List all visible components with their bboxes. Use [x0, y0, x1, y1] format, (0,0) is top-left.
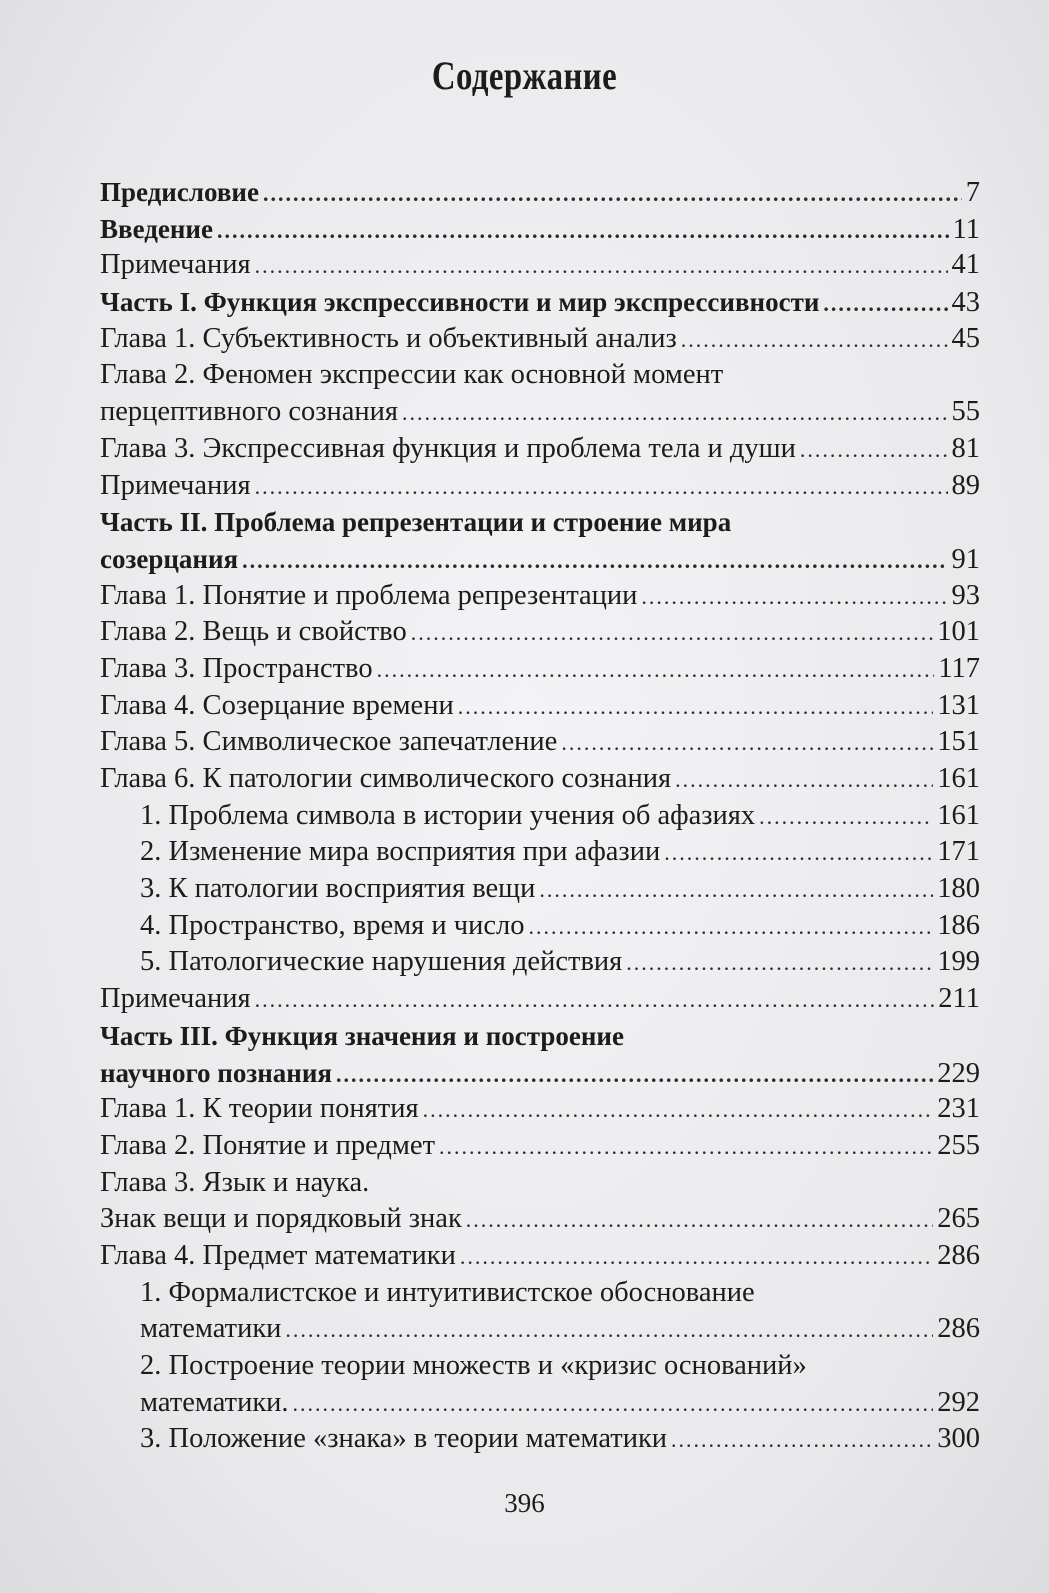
toc-entry-label: Знак вещи и порядковый знак [100, 1203, 462, 1235]
toc-entry [100, 1421, 980, 1458]
toc-entry-page: 93 [951, 579, 980, 611]
toc-entry-page: 81 [951, 432, 980, 464]
toc-entry-label: созерцания [100, 543, 239, 574]
dot-leader [336, 1057, 933, 1094]
toc-entry-label: 4. Пространство, время и число [140, 909, 525, 941]
toc-entry-label: Предисловие [100, 177, 259, 207]
toc-entry-label: математики [140, 1313, 282, 1345]
toc-entry [100, 651, 980, 688]
toc-entry [100, 431, 980, 468]
toc-entry-label: Примечания [100, 249, 251, 281]
toc-entry-label: 5. Патологические нарушения действия [140, 946, 623, 978]
dot-leader [664, 835, 933, 872]
dot-leader [402, 395, 948, 432]
toc-entry [100, 944, 980, 981]
toc-entry [100, 357, 980, 394]
page-number: 396 [504, 1488, 545, 1518]
toc-entry-page: 11 [952, 213, 980, 245]
toc-entry-label: Глава 2. Понятие и предмет [100, 1129, 436, 1161]
table-of-contents [100, 174, 980, 1458]
toc-entry-label: Глава 6. К патологии символического сознания [100, 763, 672, 794]
toc-entry [100, 724, 980, 761]
toc-entry-label: Глава 1. Понятие и проблема репрезентации [100, 579, 638, 611]
dot-leader [217, 213, 949, 250]
toc-entry-label: Глава 4. Созерцание времени [100, 689, 454, 721]
dot-leader [263, 176, 962, 213]
toc-entry-label: Глава 2. Вещь и свойство [100, 616, 407, 648]
toc-entry [100, 394, 980, 431]
toc-entry-label: 2. Изменение мира восприятия при афазии [140, 836, 661, 868]
toc-entry [100, 1238, 980, 1275]
toc-entry-label: Глава 3. Пространство [100, 652, 373, 684]
toc-entry [100, 614, 980, 651]
toc-entry [100, 247, 980, 284]
dot-leader [641, 579, 947, 616]
toc-entry-label: Примечания [100, 469, 251, 501]
toc-entry [100, 1385, 980, 1422]
toc-entry [100, 1311, 980, 1348]
toc-entry-label: Глава 2. Феномен экспрессии как основной момент [100, 359, 724, 391]
toc-entry [100, 578, 980, 615]
toc-entry [100, 1348, 980, 1385]
dot-leader [671, 1422, 933, 1459]
toc-entry-page: 45 [951, 322, 980, 354]
toc-entry-page: 43 [951, 287, 980, 319]
toc-entry-page: 265 [937, 1203, 980, 1235]
dot-leader [255, 248, 948, 285]
toc-entry [100, 688, 980, 725]
toc-entry [100, 834, 980, 871]
toc-entry [100, 981, 980, 1018]
toc-entry-page: 300 [937, 1423, 980, 1455]
toc-entry-page: 180 [937, 873, 980, 905]
toc-entry-label: 2. Построение теории множеств и «кризис оснований» [140, 1350, 807, 1381]
toc-entry-label: математики. [140, 1386, 289, 1418]
dot-leader [823, 286, 947, 323]
toc-entry [100, 1201, 980, 1238]
toc-entry-page: 171 [937, 836, 980, 868]
toc-entry-page: 286 [937, 1313, 980, 1345]
toc-entry-page: 161 [937, 763, 980, 794]
dot-leader [675, 762, 933, 799]
toc-entry-page: 55 [951, 396, 980, 428]
toc-entry-label: 3. К патологии восприятия вещи [140, 873, 536, 905]
dot-leader [681, 322, 948, 359]
toc-entry [100, 871, 980, 908]
toc-entry-page: 89 [951, 469, 980, 501]
toc-entry-label: 3. Положение «знака» в теории математики [140, 1423, 668, 1455]
dot-leader [411, 615, 934, 652]
dot-leader [800, 432, 948, 469]
toc-entry-label: Глава 5. Символическое запечатление [100, 726, 558, 758]
toc-entry-page: 255 [937, 1129, 980, 1161]
dot-leader [759, 799, 933, 836]
toc-entry [100, 1055, 980, 1092]
toc-entry [100, 1128, 980, 1165]
dot-leader [285, 1312, 933, 1349]
dot-leader [458, 689, 934, 726]
dot-leader [255, 982, 935, 1019]
toc-entry [100, 761, 980, 798]
toc-entry-page: 41 [951, 249, 980, 281]
toc-entry-page: 151 [937, 726, 980, 758]
toc-entry-page: 199 [937, 946, 980, 978]
toc-entry-label: Глава 1. К теории понятия [100, 1093, 419, 1125]
toc-entry-label: научного познания [100, 1057, 332, 1088]
toc-entry-page: 292 [937, 1386, 980, 1418]
toc-entry-label: 1. Формалистское и интуитивистское обоснование [140, 1276, 755, 1308]
toc-entry-label: Глава 1. Субъективность и объективный анализ [100, 322, 677, 354]
dot-leader [626, 945, 933, 982]
toc-entry [100, 321, 980, 358]
toc-entry [100, 1018, 980, 1055]
toc-entry [100, 468, 980, 505]
dot-leader [528, 909, 933, 946]
toc-entry-label: перцептивного сознания [100, 396, 398, 428]
dot-leader [377, 652, 935, 689]
toc-entry-label: Часть I. Функция экспрессивности и мир экспрессивности [100, 287, 820, 318]
toc-entry [100, 541, 980, 578]
toc-entry [100, 211, 980, 248]
toc-entry-page: 7 [965, 177, 980, 208]
toc-entry-label: Глава 3. Язык и наука. [100, 1166, 370, 1198]
toc-entry-label: Часть II. Проблема репрезентации и строение мира [100, 507, 732, 538]
toc-entry-page: 161 [937, 799, 980, 831]
dot-leader [242, 543, 947, 580]
dot-leader [255, 469, 948, 506]
page-title: Содержание [431, 53, 618, 98]
toc-entry-label: Часть III. Функция значения и построение [100, 1020, 624, 1051]
toc-entry-page: 101 [937, 616, 980, 648]
toc-entry-page: 231 [937, 1093, 980, 1125]
toc-entry [100, 1091, 980, 1128]
toc-entry [100, 908, 980, 945]
toc-entry [100, 1165, 980, 1202]
toc-entry-label: Глава 3. Экспрессивная функция и проблема тела и души [100, 432, 796, 464]
toc-entry [100, 1275, 980, 1312]
dot-leader [423, 1092, 934, 1129]
toc-entry-page: 91 [951, 543, 980, 575]
toc-entry [100, 174, 980, 211]
toc-entry-label: Примечания [100, 983, 251, 1015]
toc-entry-page: 211 [938, 983, 980, 1015]
dot-leader [293, 1386, 934, 1423]
toc-entry [100, 798, 980, 835]
toc-entry-page: 131 [937, 689, 980, 721]
toc-entry [100, 284, 980, 321]
toc-entry-page: 286 [937, 1239, 980, 1271]
toc-entry-page: 117 [938, 652, 980, 684]
dot-leader [460, 1239, 933, 1276]
dot-leader [466, 1202, 933, 1239]
toc-entry-page: 186 [937, 909, 980, 941]
toc-entry-label: Глава 4. Предмет математики [100, 1239, 456, 1271]
toc-entry [100, 504, 980, 541]
toc-entry-label: 1. Проблема символа в истории учения об афазиях [140, 799, 756, 831]
dot-leader [539, 872, 933, 909]
dot-leader [561, 725, 933, 762]
dot-leader [439, 1129, 933, 1166]
toc-entry-page: 229 [937, 1057, 980, 1089]
toc-entry-label: Введение [100, 213, 213, 244]
